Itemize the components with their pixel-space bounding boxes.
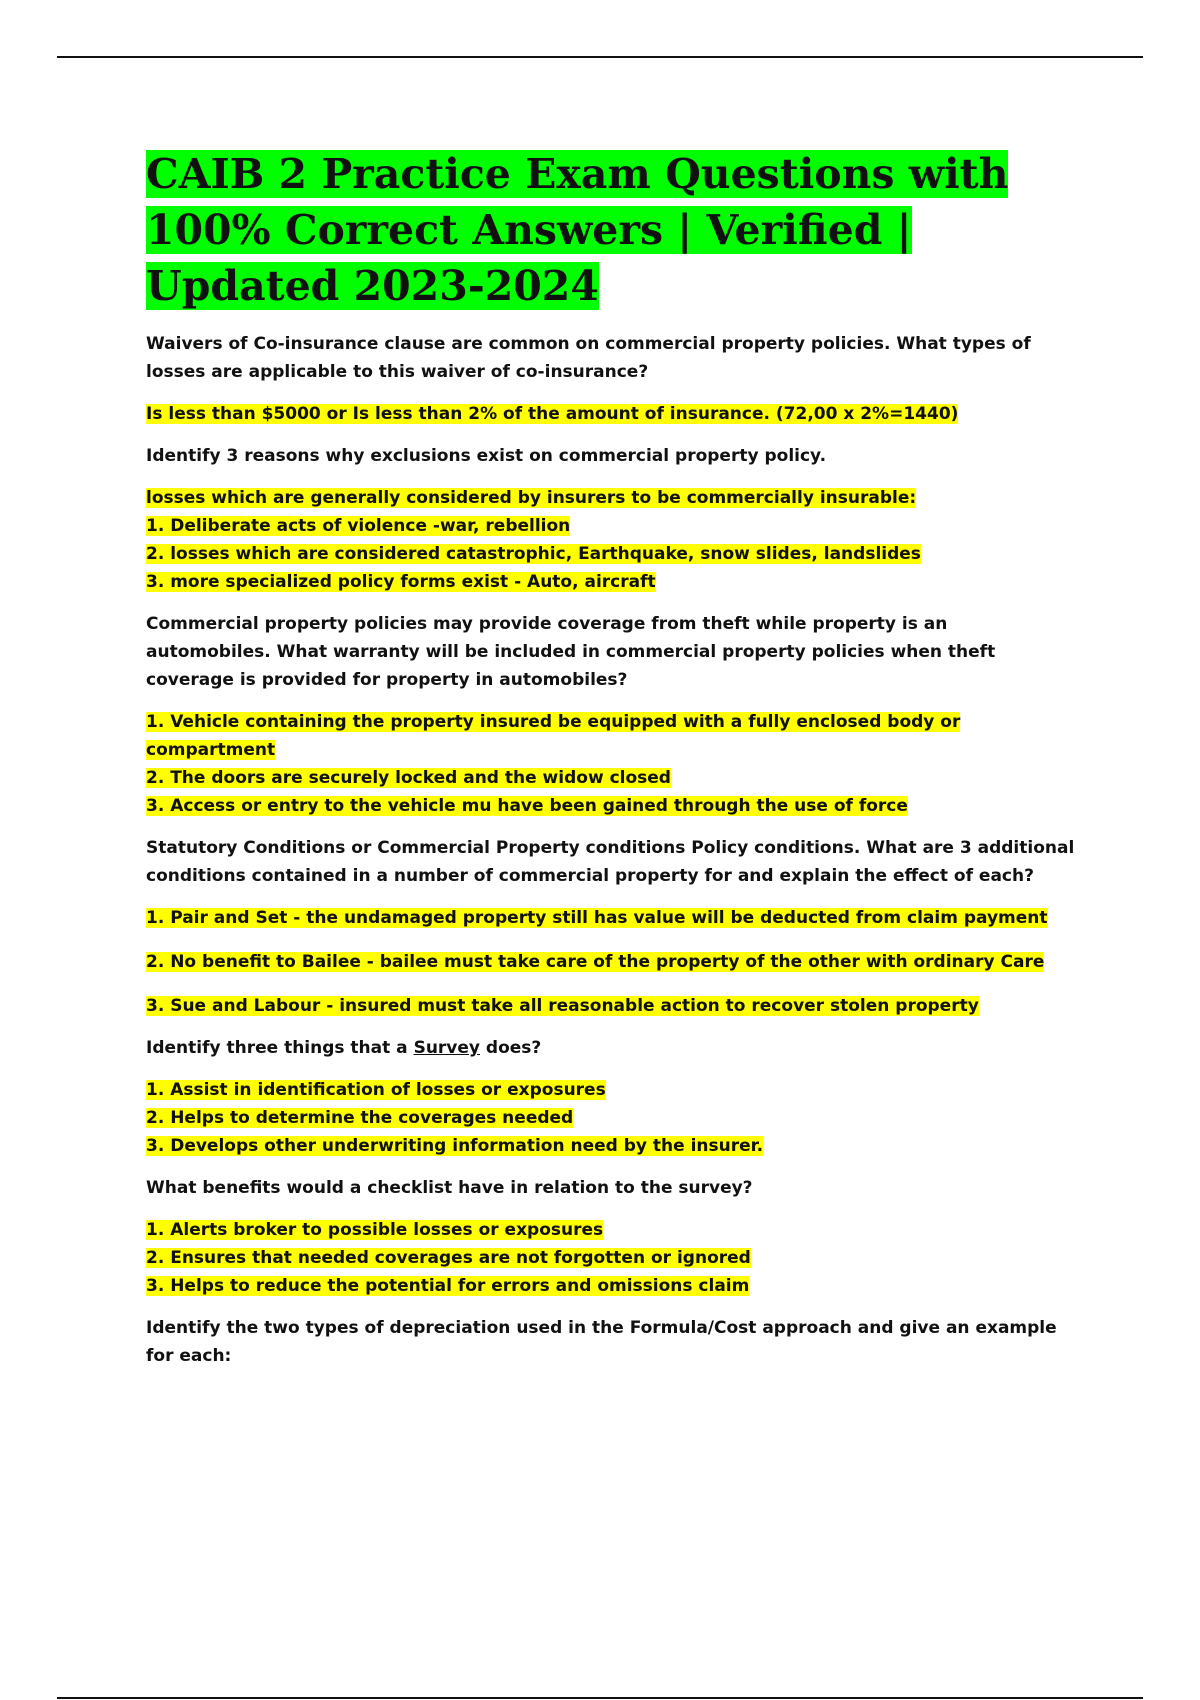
title-text: CAIB 2 Practice Exam Questions with 100% Correct Answers | Verified | Updated 2023-2024 [146, 150, 1009, 310]
qa-item-5 [146, 1034, 1076, 1160]
qa-item-6 [146, 1174, 1076, 1300]
answer-line: losses which are generally considered by insurers to be commercially insurable: [146, 488, 917, 508]
answer-2 [146, 484, 1076, 596]
answer-line: Is less than $5000 or Is less than 2% of the amount of insurance. (72,00 x 2%=1440) [146, 404, 959, 424]
answer-line: 1. Vehicle containing the property insured be equipped with a fully enclosed body or compartment [146, 712, 961, 760]
question-4: Statutory Conditions or Commercial Property conditions Policy conditions. What are 3 additional conditions contained in a number of commercial property for and explain the effect of each? [146, 838, 1075, 886]
answer-line: 3. Develops other underwriting information need by the insurer. [146, 1136, 764, 1156]
document-body [146, 146, 1076, 1384]
top-divider [57, 56, 1143, 58]
answer-line: 2. Ensures that needed coverages are not forgotten or ignored [146, 1248, 751, 1268]
answer-line: 3. Access or entry to the vehicle mu have been gained through the use of force [146, 796, 908, 816]
answer-line: 1. Pair and Set - the undamaged property still has value will be deducted from claim payment [146, 908, 1048, 928]
question-7: Identify the two types of depreciation used in the Formula/Cost approach and give an example for each: [146, 1318, 1057, 1366]
answer-line: 2. losses which are considered catastrophic, Earthquake, snow slides, landslides [146, 544, 921, 564]
question-5-prefix: Identify three things that a [146, 1038, 414, 1058]
question-3: Commercial property policies may provide coverage from theft while property is an automobiles. What warranty will be included in commercial property policies when theft coverage is provided for property in automobiles? [146, 614, 996, 690]
answer-line: 2. No benefit to Bailee - bailee must take care of the property of the other with ordinary Care [146, 952, 1045, 972]
question-2: Identify 3 reasons why exclusions exist on commercial property policy. [146, 446, 827, 466]
answer-3 [146, 708, 1076, 820]
answer-6 [146, 1216, 1076, 1300]
answer-line: 3. more specialized policy forms exist - Auto, aircraft [146, 572, 656, 592]
answer-line: 3. Helps to reduce the potential for errors and omissions claim [146, 1276, 750, 1296]
qa-item-7 [146, 1314, 1076, 1370]
answer-line: 1. Assist in identification of losses or exposures [146, 1080, 606, 1100]
qa-item-3 [146, 610, 1076, 820]
question-5-suffix: does? [480, 1038, 542, 1058]
qa-item-1 [146, 330, 1076, 428]
answer-line: 2. The doors are securely locked and the widow closed [146, 768, 671, 788]
question-5 [146, 1034, 1076, 1062]
answer-line: 3. Sue and Labour - insured must take all reasonable action to recover stolen property [146, 996, 979, 1016]
question-6: What benefits would a checklist have in relation to the survey? [146, 1178, 753, 1198]
qa-item-2 [146, 442, 1076, 596]
document-title [146, 146, 1076, 314]
answer-line: 1. Alerts broker to possible losses or exposures [146, 1220, 604, 1240]
bottom-divider [57, 1697, 1143, 1699]
answer-5 [146, 1076, 1076, 1160]
qa-item-4 [146, 834, 1076, 1020]
answer-4 [146, 904, 1076, 1020]
survey-underlined-term: Survey [413, 1038, 481, 1058]
answer-1 [146, 400, 1076, 428]
question-1: Waivers of Co-insurance clause are common on commercial property policies. What types of losses are applicable to this waiver of co-insurance? [146, 334, 1031, 382]
answer-line: 2. Helps to determine the coverages needed [146, 1108, 574, 1128]
answer-line: 1. Deliberate acts of violence -war, rebellion [146, 516, 571, 536]
